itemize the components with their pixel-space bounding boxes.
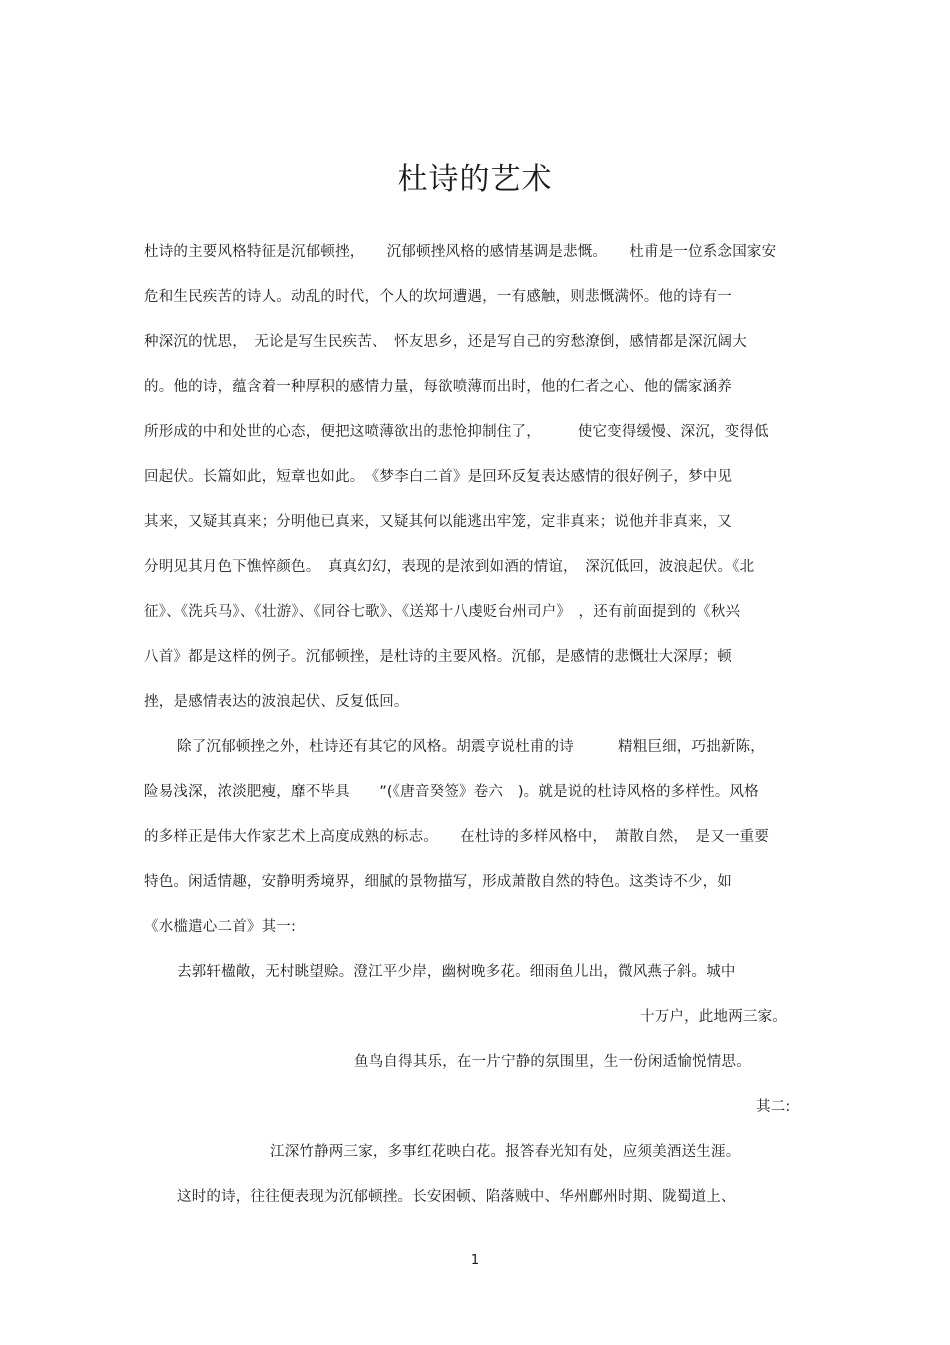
body-line: 杜诗的主要风格特征是沉郁顿挫， 沉郁顿挫风格的感情基调是悲慨。 杜甫是一位系念国家安 (144, 244, 777, 260)
body-line: 这时的诗，往往便表现为沉郁顿挫。长安困顿、陷落贼中、华州鄜州时期、陇蜀道上、 (177, 1189, 736, 1205)
page-number: 1 (470, 1253, 480, 1268)
body-line: 其来，又疑其真来；分明他已真来，又疑其何以能逃出牢笼，定非真来；说他并非真来，又 (144, 514, 732, 530)
body-line: 特色。闲适情趣，安静明秀境界，细腻的景物描写，形成萧散自然的特色。这类诗不少，如 (144, 874, 732, 890)
body-line: 除了沉郁顿挫之外，杜诗还有其它的风格。胡震亨说杜甫的诗 精粗巨细，巧拙新陈， (177, 739, 765, 755)
body-line: 《水槛遣心二首》其一: (144, 919, 297, 935)
body-line: 的。他的诗，蕴含着一种厚积的感情力量，每欲喷薄而出时，他的仁者之心、他的儒家涵养 (144, 379, 732, 395)
body-line: 征》、《洗兵马》、《壮游》、《同谷七歌》、《送郑十八虔贬台州司户》 ，还有前面提到的《秋兴 (144, 604, 741, 620)
body-line: 回起伏。长篇如此，短章也如此。 《梦李白二首》是回环反复表达感情的很好例子，梦中见 (144, 469, 733, 485)
body-line: 八首》都是这样的例子。沉郁顿挫，是杜诗的主要风格。沉郁，是感情的悲慨壮大深厚；顿 (144, 649, 732, 665)
body-line: 其二: (756, 1099, 791, 1115)
poem-line: 江深竹静两三家，多事红花映白花。报答春光知有处，应须美酒送生涯。 (270, 1144, 741, 1160)
body-line: 危和生民疾苦的诗人。动乱的时代，个人的坎坷遭遇，一有感触，则悲慨满怀。他的诗有一 (144, 289, 732, 305)
body-line: 分明见其月色下憔悴颜色。 真真幻幻，表现的是浓到如酒的情谊， 深沉低回，波浪起伏。《北 (144, 559, 755, 575)
poem-line: 去郭轩楹敞，无村眺望赊。澄江平少岸，幽树晚多花。细雨鱼儿出，微风燕子斜。城中 (177, 964, 736, 980)
page-title: 杜诗的艺术 (397, 162, 553, 197)
body-line: 种深沉的忧思， 无论是写生民疾苦、 怀友思乡，还是写自己的穷愁潦倒，感情都是深沉阔大 (144, 334, 747, 350)
body-line: 的多样正是伟大作家艺术上高度成熟的标志。 在杜诗的多样风格中， 萧散自然， 是又一重要 (144, 829, 770, 845)
body-line: 鱼鸟自得其乐，在一片宁静的氛围里，生一份闲适愉悦情思。 (354, 1054, 751, 1070)
poem-line: 十万户，此地两三家。 (640, 1009, 787, 1025)
body-line: 所形成的中和处世的心态，便把这喷薄欲出的悲怆抑制住了， 使它变得缓慢、深沉，变得低 (144, 424, 769, 440)
body-line: 挫，是感情表达的波浪起伏、反复低回。 (144, 694, 409, 710)
body-line: 险易浅深，浓淡肥瘦，靡不毕具 ”(《唐音癸签》卷六 )。就是说的杜诗风格的多样性。风格 (144, 784, 759, 800)
